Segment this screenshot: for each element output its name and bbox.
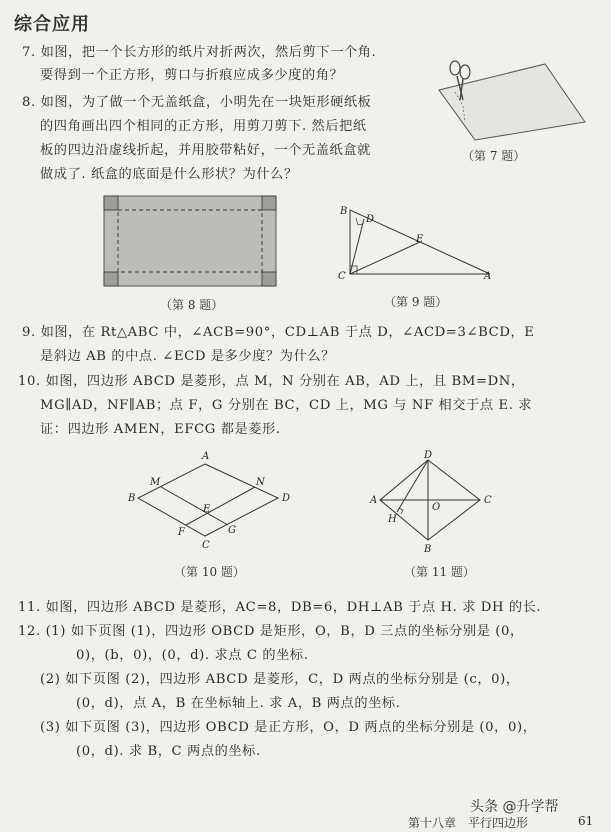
footer-chapter: 第十八章 平行四边形 (408, 816, 529, 830)
figure-9-caption: （第 9 题） (384, 295, 448, 309)
fig10-label-a: A (202, 451, 210, 462)
figure-11-caption: （第 11 题） (404, 565, 475, 579)
problem-7-line-1: 7. 如图，把一个长方形的纸片对折两次，然后剪下一个角. (22, 45, 377, 60)
figure-7-scissors-paper (425, 52, 590, 144)
problem-7-line-2: 要得到一个正方形，剪口与折痕应成多少度的角？ (40, 68, 344, 83)
problem-12-line-4: (0，d)，点 A，B 在坐标轴上. 求 A，B 两点的坐标. (76, 696, 401, 711)
fig11-label-d: D (424, 450, 433, 461)
problem-10-line-3: 证：四边形 AMEN，EFCG 都是菱形. (40, 422, 281, 437)
section-title: 综合应用 (14, 14, 90, 35)
figure-8-cardboard (102, 194, 278, 290)
problem-12-line-5: (3) 如下页图 (3)，四边形 OBCD 是正方形，O，D 两点的坐标分别是 (0，0)， (40, 720, 537, 735)
fig9-label-c: C (338, 271, 346, 282)
fig11-label-b: B (424, 544, 432, 555)
problem-12-line-1: 12. (1) 如下页图 (1)，四边形 OBCD 是矩形，O，B，D 三点的坐标分别是 (0， (18, 624, 524, 639)
fig9-label-b: B (340, 206, 348, 217)
fig10-label-g: G (228, 525, 236, 536)
problem-12-line-6: (0，d). 求 B，C 两点的坐标. (76, 744, 261, 759)
figure-8-caption: （第 8 题） (160, 298, 224, 312)
fig9-label-d: D (366, 214, 375, 225)
problem-12-line-2: 0)，(b，0)，(0，d). 求点 C 的坐标. (76, 648, 309, 663)
fig11-label-o: O (432, 502, 441, 513)
fig11-label-c: C (484, 495, 492, 506)
fig10-label-e: E (203, 504, 211, 515)
problem-8-line-1: 8. 如图，为了做一个无盖纸盒，小明先在一块矩形硬纸板 (22, 95, 372, 110)
figure-10-rhombus (120, 448, 295, 556)
fig10-label-n: N (256, 477, 265, 488)
fig10-label-m: M (150, 477, 161, 488)
problem-12-line-3: (2) 如下页图 (2)，四边形 ABCD 是菱形，C，D 两点的坐标分别是 (c，0)， (40, 672, 520, 687)
fig10-label-c: C (202, 540, 210, 551)
fig9-label-a: A (484, 271, 492, 282)
fig10-label-b: B (128, 493, 136, 504)
problem-8-line-2: 的四角画出四个相同的正方形，用剪刀剪下. 然后把纸 (40, 119, 367, 134)
figure-11-rhombus (362, 448, 502, 556)
watermark: 头条 @升学帮 (470, 799, 559, 815)
figure-9-right-triangle (330, 202, 500, 282)
problem-8-line-3: 板的四边沿虚线折起，并用胶带粘好，一个无盖纸盒就 (40, 143, 371, 158)
figure-7-caption: （第 7 题） (462, 149, 526, 163)
problem-10-line-1: 10. 如图，四边形 ABCD 是菱形，点 M，N 分别在 AB，AD 上，且 BM=DN， (18, 374, 525, 389)
fig9-label-e: E (416, 234, 424, 245)
fig11-label-a: A (370, 495, 378, 506)
problem-9-line-1: 9. 如图，在 Rt△ABC 中，∠ACB=90°，CD⊥AB 于点 D，∠ACD=3∠BCD，E (22, 325, 535, 340)
fig10-label-d: D (282, 493, 291, 504)
problem-8-line-4: 做成了. 纸盒的底面是什么形状？为什么？ (40, 167, 298, 182)
problem-10-line-2: MG∥AD，NF∥AB；点 F，G 分别在 BC，CD 上，MG 与 NF 相交于点 E. 求 (40, 398, 533, 413)
problem-9-line-2: 是斜边 AB 的中点. ∠ECD 是多少度？为什么？ (40, 349, 335, 364)
fig11-label-h: H (388, 514, 397, 525)
problem-11-line-1: 11. 如图，四边形 ABCD 是菱形，AC=8，DB=6，DH⊥AB 于点 H. 求 DH 的长. (18, 600, 542, 615)
fig10-label-f: F (178, 527, 185, 538)
figure-10-caption: （第 10 题） (174, 565, 245, 579)
page-number: 61 (578, 814, 594, 828)
